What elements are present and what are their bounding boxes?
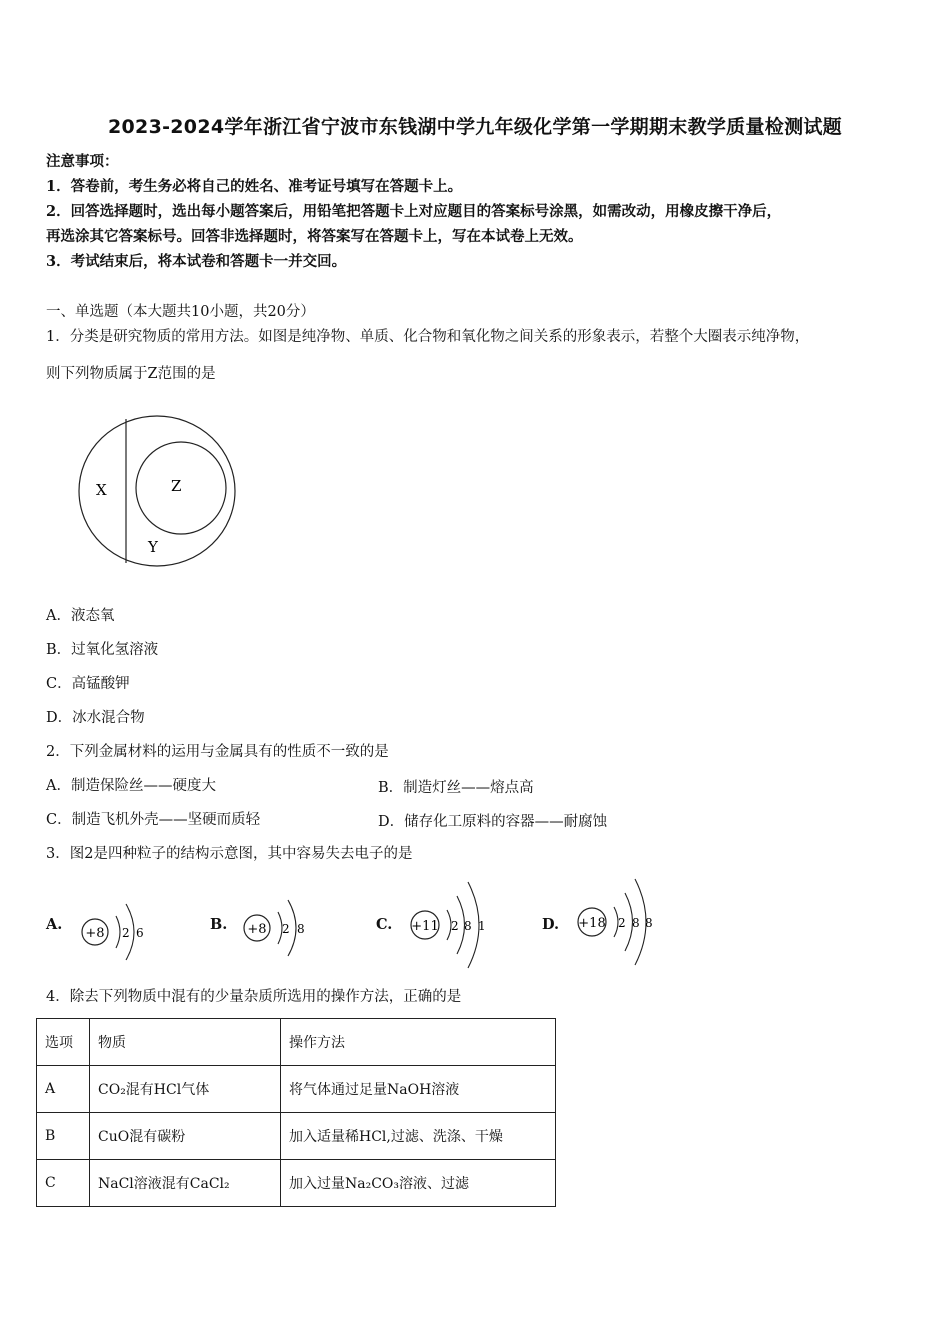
q1-option-a: A．液态氧: [46, 608, 115, 624]
q3-atom-d-label: D.: [542, 916, 560, 933]
nucleus-charge: +18: [578, 916, 606, 931]
shell-electrons: 8: [645, 916, 653, 930]
table-cell: C: [37, 1160, 90, 1207]
q3-atom-c: [408, 878, 500, 970]
q2-option-b: B．制造灯丝——熔点高: [378, 780, 534, 796]
shell-electrons: 2: [122, 926, 130, 940]
shell-electrons: 2: [282, 922, 290, 936]
shell-electrons: 8: [464, 919, 472, 933]
shell-electrons: 8: [297, 922, 305, 936]
note-item: 2．回答选择题时，选出每小题答案后，用铅笔把答题卡上对应题目的答案标号涂黑，如需改动，用橡皮擦干净后，: [46, 203, 782, 220]
table-row: [37, 1066, 556, 1113]
page-title: 2023-2024学年浙江省宁波市东钱湖中学九年级化学第一学期期末教学质量检测试题: [108, 116, 842, 138]
q3-atom-d: [575, 876, 667, 968]
shell-electrons: 6: [136, 926, 144, 940]
table-cell: B: [37, 1113, 90, 1160]
table-cell: 加入过量Na₂CO₃溶液、过滤: [281, 1160, 556, 1207]
q1-option-c: C．高锰酸钾: [46, 676, 130, 692]
q3-stem: 3．图2是四种粒子的结构示意图，其中容易失去电子的是: [46, 846, 413, 862]
shell-electrons: 1: [478, 919, 486, 933]
q3-atom-c-label: C.: [376, 916, 393, 933]
note-item: 1．答卷前，考生务必将自己的姓名、准考证号填写在答题卡上。: [46, 178, 463, 195]
q3-atom-b: [242, 894, 322, 970]
q3-atom-a-label: A.: [46, 916, 63, 933]
shell-electrons: 2: [451, 919, 459, 933]
label-y: Y: [148, 538, 158, 556]
nucleus-charge: +11: [411, 919, 439, 934]
notes-heading: 注意事项：: [46, 153, 119, 170]
q1-stem: 则下列物质属于Z范围的是: [46, 366, 216, 382]
note-item: 再选涂其它答案标号。回答非选择题时，将答案写在答题卡上，写在本试卷上无效。: [46, 228, 583, 245]
q2-option-d: D．储存化工原料的容器——耐腐蚀: [378, 814, 608, 830]
label-x: X: [96, 481, 107, 499]
q2-option-a: A．制造保险丝——硬度大: [46, 778, 216, 794]
header-cell: 物质: [90, 1019, 281, 1066]
q1-option-b: B．过氧化氢溶液: [46, 642, 159, 658]
nucleus-charge: +8: [85, 926, 105, 941]
venn-diagram: [76, 414, 240, 568]
q3-atom-a: [80, 894, 160, 970]
note-item: 3．考试结束后，将本试卷和答题卡一并交回。: [46, 253, 347, 270]
q2-stem: 2．下列金属材料的运用与金属具有的性质不一致的是: [46, 744, 389, 760]
q4-stem: 4．除去下列物质中混有的少量杂质所选用的操作方法，正确的是: [46, 989, 462, 1005]
header-cell: 选项: [37, 1019, 90, 1066]
section-heading: 一、单选题（本大题共10小题，共20分）: [46, 304, 315, 320]
table-header-row: [37, 1019, 556, 1066]
q2-option-c: C．制造飞机外壳——坚硬而质轻: [46, 812, 261, 828]
table-cell: 将气体通过足量NaOH溶液: [281, 1066, 556, 1113]
nucleus-charge: +8: [247, 922, 267, 937]
q1-option-d: D．冰水混合物: [46, 710, 145, 726]
shell-electrons: 8: [632, 916, 640, 930]
table-cell: NaCl溶液混有CaCl₂: [90, 1160, 281, 1207]
q4-table: [36, 1018, 556, 1207]
header-cell: 操作方法: [281, 1019, 556, 1066]
table-cell: CO₂混有HCl气体: [90, 1066, 281, 1113]
table-row: [37, 1113, 556, 1160]
table-cell: A: [37, 1066, 90, 1113]
q1-stem: 1．分类是研究物质的常用方法。如图是纯净物、单质、化合物和氧化物之间关系的形象表示，若整个大圈表示纯净物，: [46, 329, 810, 345]
q3-atom-b-label: B.: [210, 916, 228, 933]
shell-arc: [116, 916, 120, 948]
table-row: [37, 1160, 556, 1207]
label-z: Z: [171, 477, 182, 495]
shell-electrons: 2: [618, 916, 626, 930]
table-cell: CuO混有碳粉: [90, 1113, 281, 1160]
table-cell: 加入适量稀HCl,过滤、洗涤、干燥: [281, 1113, 556, 1160]
